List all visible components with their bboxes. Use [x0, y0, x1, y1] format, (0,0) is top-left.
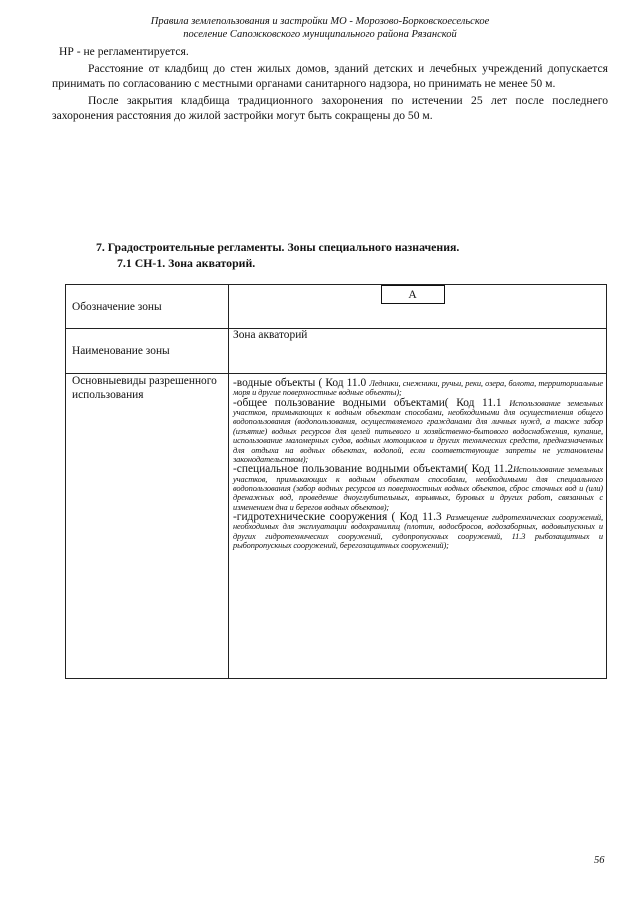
running-header — [0, 16, 640, 41]
use-item-head: -гидротехнические сооружения ( Код 11.3 — [233, 511, 446, 524]
use-item-desc: Ледники, снежники, ручьи, реки, озера, болота, территориальные моря и другие поверхностные водные объекты); — [233, 379, 603, 398]
use-item-desc: Размещение гидротехнических сооружений, необходимых для эксплуатации водохранилищ (плотин, водосбросов, водозаборных, водовыпускных и других гидротехнических сооружений, судопропускных сооружений, 11.3 рыбозащитных и рыбопропускных сооружений, берегозащитных сооружений); — [233, 513, 603, 551]
table-row — [66, 374, 607, 679]
use-item — [233, 513, 603, 551]
permitted-uses-label: Основныевиды разрешенного использования — [66, 374, 229, 679]
use-item-desc: Использование земельных участков, примыкающих к водным объектам способами, необходимыми для специального водопользования (забор водных ресурсов из поверхностных водных объектов, сброс сточных вод и (или) дренажных вод, проведение дноуглубительных, взрывных, буровых и других работ, связанных с изменением дна и берегов водных объектов); — [233, 465, 603, 512]
zone-code-box: А — [381, 285, 445, 304]
header-line-2: поселение Сапожковского муниципального района Рязанской — [183, 28, 457, 40]
use-item-head: -общее пользование водными объектами( Код 11.1 — [233, 396, 510, 409]
zone-regulations-table — [65, 284, 607, 679]
paragraph-cemetery-distance: Расстояние от кладбищ до стен жилых домов, зданий детских и лечебных учреждений допускается принимать по согласованию с местными органами санитарного надзора, но принимать не менее 50 м. — [52, 62, 608, 90]
header-line-1: Правила землепользования и застройки МО - Морозово-Борковскоесельское — [150, 16, 490, 27]
table-row — [66, 329, 607, 374]
use-item — [233, 379, 603, 398]
zone-name-value: Зона акваторий — [233, 329, 308, 341]
permitted-uses-cell — [229, 374, 607, 679]
body-text — [52, 44, 608, 123]
use-item — [233, 465, 603, 512]
use-item-head: -водные объекты ( Код 11.0 — [233, 377, 370, 389]
zone-code-cell — [229, 285, 607, 329]
paragraph-nr: НР - не регламентируется. — [59, 45, 189, 58]
permitted-uses-list — [229, 374, 606, 551]
table-row — [66, 285, 607, 329]
use-item — [233, 396, 603, 465]
zone-code-label: Обозначение зоны — [66, 285, 229, 329]
zone-name-cell — [229, 329, 607, 374]
page-number: 56 — [594, 855, 605, 866]
subsection-title: 7.1 СН-1. Зона акваторий. — [117, 256, 256, 270]
paragraph-cemetery-closure: После закрытия кладбища традиционного захоронения по истечении 25 лет после последнего захоронения расстояния до жилой застройки могут быть сокращены до 50 м. — [52, 94, 608, 122]
use-item-desc: Использование земельных участков, примыкающих к водным объектам способами, необходимыми для осуществления общего водопользования (водопользования, осуществляемого гражданами для личных нужд, а также забор (изъятие) водных ресурсов для целей питьевого и хозяйственно-бытового водоснабжения, купание, использование маломерных судов, водных мотоциклов и других технических средств, предназначенных для отдыха на водных объектах, водопой, если соответствующие запреты не установлены законодательством); — [233, 398, 603, 465]
zone-name-label: Наименование зоны — [66, 329, 229, 374]
section-title: 7. Градостроительные регламенты. Зоны специального назначения. — [96, 240, 460, 254]
use-item-head: -специальное пользование водными объектами( Код 11.2 — [233, 463, 514, 476]
